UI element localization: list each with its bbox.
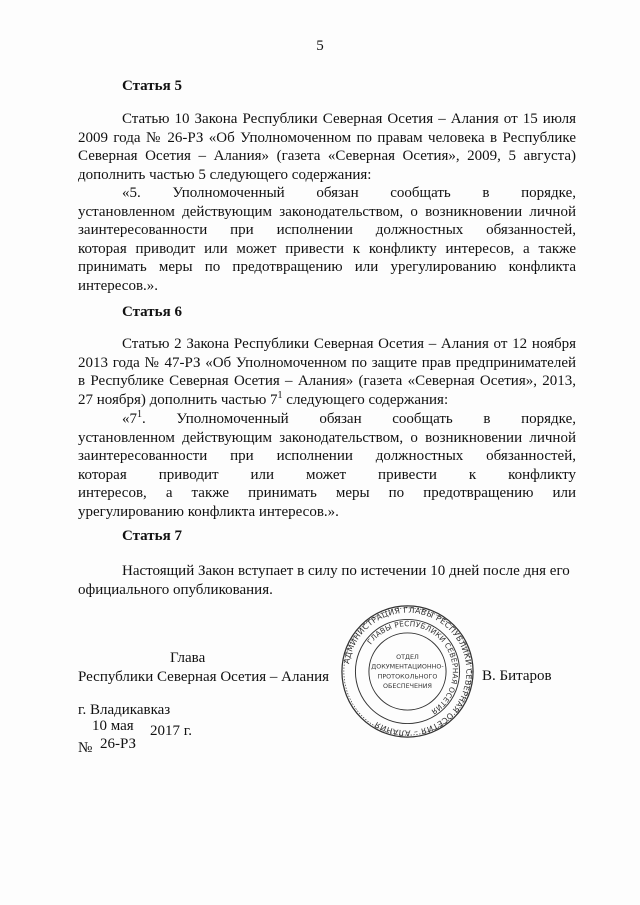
seal-center-line: ПРОТОКОЛЬНОГО xyxy=(377,673,438,681)
page-number: 5 xyxy=(316,38,324,54)
text-line: официального опубликования. xyxy=(78,581,273,598)
article-5-paragraph-2 xyxy=(78,184,576,296)
text-line: «5. Уполномоченный обязан сообщать в порядке, xyxy=(122,185,576,201)
text-line: установленном действующим законодательством, о возникновении личной xyxy=(78,203,576,220)
text-line: Настоящий Закон вступает в силу по истечении 10 дней после дня его xyxy=(122,563,570,579)
text-line: Северная Осетия – Алания» (газета «Северная Осетия», 2009, 5 августа) xyxy=(78,148,576,165)
seal-center-line: ОБЕСПЕЧЕНИЯ xyxy=(383,682,432,690)
text-fragment: «7 xyxy=(122,411,137,427)
signatory-title-line-1: Глава xyxy=(170,650,206,666)
article-7-paragraph xyxy=(78,562,576,599)
date-year: 2017 г. xyxy=(150,723,192,739)
text-fragment: следующего содержания: xyxy=(282,391,449,408)
signatory-title-line-2: Республики Северная Осетия – Алания xyxy=(78,669,330,685)
text-line: дополнить частью 5 следующего содержания: xyxy=(78,166,372,183)
number-prefix: № xyxy=(78,740,93,756)
article-5-paragraph-1 xyxy=(78,110,576,184)
text-line: заинтересованности при исполнении должностных обязанностей, xyxy=(78,222,576,239)
seal-center-line: ДОКУМЕНТАЦИОННО- xyxy=(371,663,444,671)
article-6-paragraph-1 xyxy=(78,335,576,409)
article-5-heading: Статья 5 xyxy=(122,78,182,94)
city: г. Владикавказ xyxy=(78,702,171,718)
text-line: Статью 10 Закона Республики Северная Осетия – Алания от 15 июля xyxy=(122,111,576,127)
seal-inner-ring xyxy=(369,633,446,710)
date-day: 10 мая xyxy=(92,718,134,734)
text-line: в Республике Северная Осетия – Алания» (газета «Северная Осетия», 2013, xyxy=(78,373,576,390)
text-fragment: . Уполномоченный обязан сообщать в порядке, xyxy=(142,411,576,427)
text-line: 2009 года № 26-РЗ «Об Уполномоченном по правам человека в Республике xyxy=(78,129,576,146)
text-line: 2013 года № 47-РЗ «Об Уполномоченном по защите прав предпринимателей xyxy=(78,354,576,371)
text-line xyxy=(78,410,576,429)
signatory-name: В. Битаров xyxy=(482,668,552,684)
text-line: принимать меры по предотвращению или урегулированию конфликта xyxy=(78,259,576,276)
text-line: интересов, а также принимать меры по предотвращению или xyxy=(78,485,576,502)
article-7-heading: Статья 7 xyxy=(122,528,182,544)
superscript: 1 xyxy=(137,409,142,420)
article-6-paragraph-2 xyxy=(78,410,576,522)
superscript: 1 xyxy=(277,389,283,401)
text-line: которая приводит или может привести к конфликту интересов, а также xyxy=(78,240,576,257)
text-line: которая приводит или может привести к конфликту xyxy=(78,466,576,483)
law-number: 26-РЗ xyxy=(100,736,137,752)
text-line: заинтересованности при исполнении должностных обязанностей, xyxy=(78,448,576,465)
text-line: урегулированию конфликта интересов.». xyxy=(78,503,339,520)
official-seal-stamp xyxy=(340,604,475,739)
seal-outer-text: АДМИНИСТРАЦИЯ ГЛАВЫ РЕСПУБЛИКИ СЕВЕРНАЯ ОСЕТИЯ – АЛАНИЯ xyxy=(342,605,474,738)
text-line xyxy=(78,391,576,410)
text-line: Статью 2 Закона Республики Северная Осетия – Алания от 12 ноября xyxy=(122,336,576,352)
text-line: интересов.». xyxy=(78,277,159,294)
text-line: установленном действующим законодательством, о возникновении личной xyxy=(78,429,576,446)
article-6-heading: Статья 6 xyxy=(122,304,182,320)
seal-inner-text: ГЛАВЫ РЕСПУБЛИКИ СЕВЕРНАЯ ОСЕТИЯ xyxy=(365,619,460,717)
seal-center-line: ОТДЕЛ xyxy=(396,653,419,661)
text-fragment: 27 ноября) дополнить частью 7 xyxy=(78,391,278,408)
